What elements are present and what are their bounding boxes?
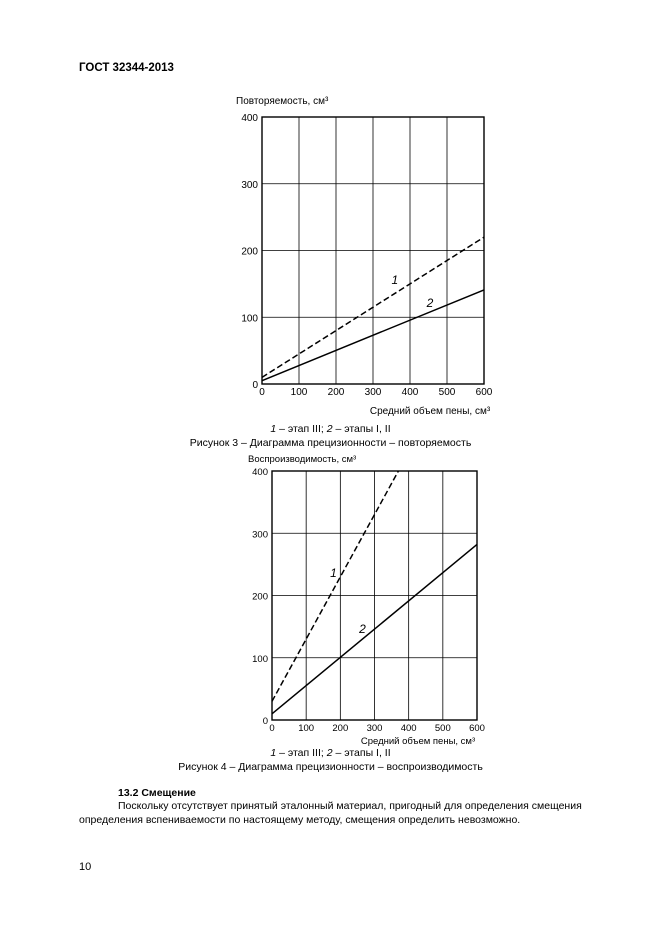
legend-number: 1: [270, 747, 277, 759]
y-axis-label: Воспроизводимость, см³: [248, 454, 357, 465]
section-paragraph: Поскольку отсутствует принятый эталонный материал, пригодный для определения смещения определения вспениваемости по настоящему методу, смещения определить невозможно.: [79, 800, 582, 826]
y-tick-label: 300: [252, 529, 268, 541]
x-tick-label: 200: [332, 723, 349, 734]
y-tick-label: 100: [252, 653, 268, 665]
y-tick-label: 200: [252, 591, 268, 603]
legend-number: 2: [326, 423, 333, 435]
figure-3-caption: Рисунок 3 – Диаграмма прецизионности – повторяемость: [189, 437, 472, 449]
legend-text: – этапы I, II: [332, 423, 391, 435]
x-tick-label: 600: [475, 387, 493, 398]
x-tick-label: 500: [434, 723, 451, 734]
x-tick-label: 500: [438, 387, 456, 398]
x-axis-label: Средний объем пены, см³: [369, 406, 491, 417]
curve-label-2: 2: [426, 296, 434, 311]
legend-number: 2: [326, 747, 333, 759]
x-tick-label: 400: [400, 723, 417, 734]
x-tick-label: 600: [469, 723, 485, 734]
x-tick-label: 300: [366, 723, 383, 734]
y-tick-label: 100: [241, 313, 258, 325]
y-tick-label: 400: [241, 113, 258, 124]
y-tick-label: 400: [252, 467, 268, 478]
figure-4-legend: [0, 747, 661, 759]
x-tick-label: 300: [364, 387, 382, 398]
curve-label-1: 1: [330, 565, 337, 580]
x-tick-label: 100: [290, 387, 308, 398]
x-tick-label: 100: [298, 723, 315, 734]
x-axis-label: Средний объем пены, см³: [360, 736, 476, 747]
legend-text: – этапы I, II: [332, 747, 391, 759]
y-axis-label: Повторяемость, см³: [236, 96, 329, 107]
x-tick-label: 0: [269, 723, 275, 734]
y-tick-label: 300: [241, 179, 258, 191]
y-tick-label: 0: [262, 716, 268, 727]
section-title: 13.2 Смещение: [118, 787, 196, 799]
document-header: ГОСТ 32344-2013: [79, 62, 174, 74]
figure-4-caption: Рисунок 4 – Диаграмма прецизионности – воспроизводимость: [178, 761, 483, 773]
y-tick-label: 200: [241, 246, 258, 258]
page-number: 10: [79, 861, 92, 873]
x-tick-label: 200: [327, 387, 345, 398]
y-tick-label: 0: [252, 380, 258, 391]
figure-3-legend: [0, 423, 661, 435]
legend-number: 1: [270, 423, 277, 435]
legend-text: – этап III;: [276, 747, 327, 759]
x-tick-label: 0: [259, 387, 265, 398]
x-tick-label: 400: [401, 387, 419, 398]
curve-label-2: 2: [359, 621, 366, 636]
curve-label-1: 1: [391, 272, 399, 287]
legend-text: – этап III;: [276, 423, 327, 435]
